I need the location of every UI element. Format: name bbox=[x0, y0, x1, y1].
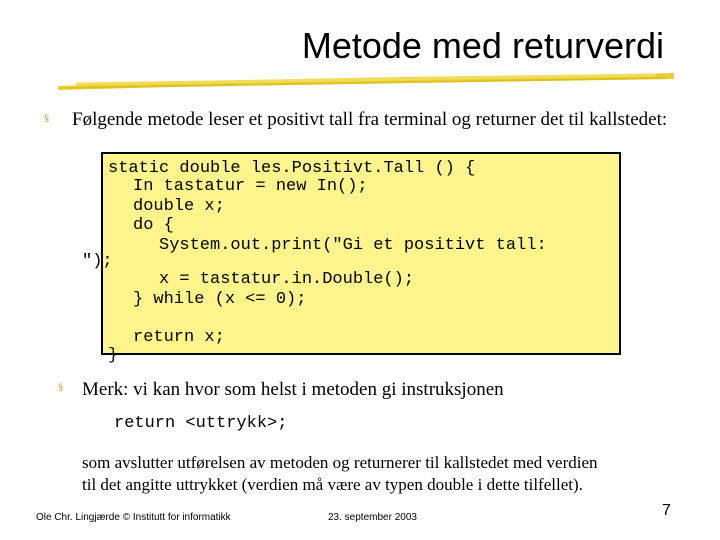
footer-author: Ole Chr. Lingjærde © Institutt for informatikk bbox=[36, 512, 231, 523]
merk-text: Merk: vi kan hvor som helst i metoden gi instruksjonen bbox=[82, 379, 504, 400]
return-statement: return <uttrykk>; bbox=[114, 414, 288, 433]
code-line: } bbox=[108, 346, 119, 365]
code-line: double x; bbox=[133, 197, 225, 216]
code-line: } while (x <= 0); bbox=[133, 290, 307, 309]
intro-text: Følgende metode leser et positivt tall fra terminal og returner det til kallstedet: bbox=[72, 109, 668, 130]
bullet-icon: § bbox=[58, 382, 64, 392]
slide-title: Metode med returverdi bbox=[301, 25, 664, 66]
conclusion-line: til det angitte uttrykket (verdien må være av typen double i dette tilfellet). bbox=[82, 475, 583, 494]
code-line: System.out.print("Gi et positivt tall: bbox=[159, 236, 547, 255]
bullet-icon: § bbox=[44, 113, 50, 123]
code-line: "); bbox=[82, 252, 113, 271]
title-underline bbox=[56, 70, 676, 92]
conclusion-line: som avslutter utførelsen av metoden og returnerer til kallstedet med verdien bbox=[82, 453, 598, 472]
page-number: 7 bbox=[662, 502, 671, 519]
footer-date: 23. september 2003 bbox=[328, 512, 417, 523]
conclusion-text bbox=[82, 452, 598, 496]
code-line: static double les.Positivt.Tall () { bbox=[108, 159, 476, 178]
code-line: In tastatur = new In(); bbox=[133, 177, 368, 196]
code-line: return x; bbox=[133, 328, 225, 347]
code-line: x = tastatur.in.Double(); bbox=[159, 270, 415, 289]
code-line: do { bbox=[133, 216, 174, 235]
